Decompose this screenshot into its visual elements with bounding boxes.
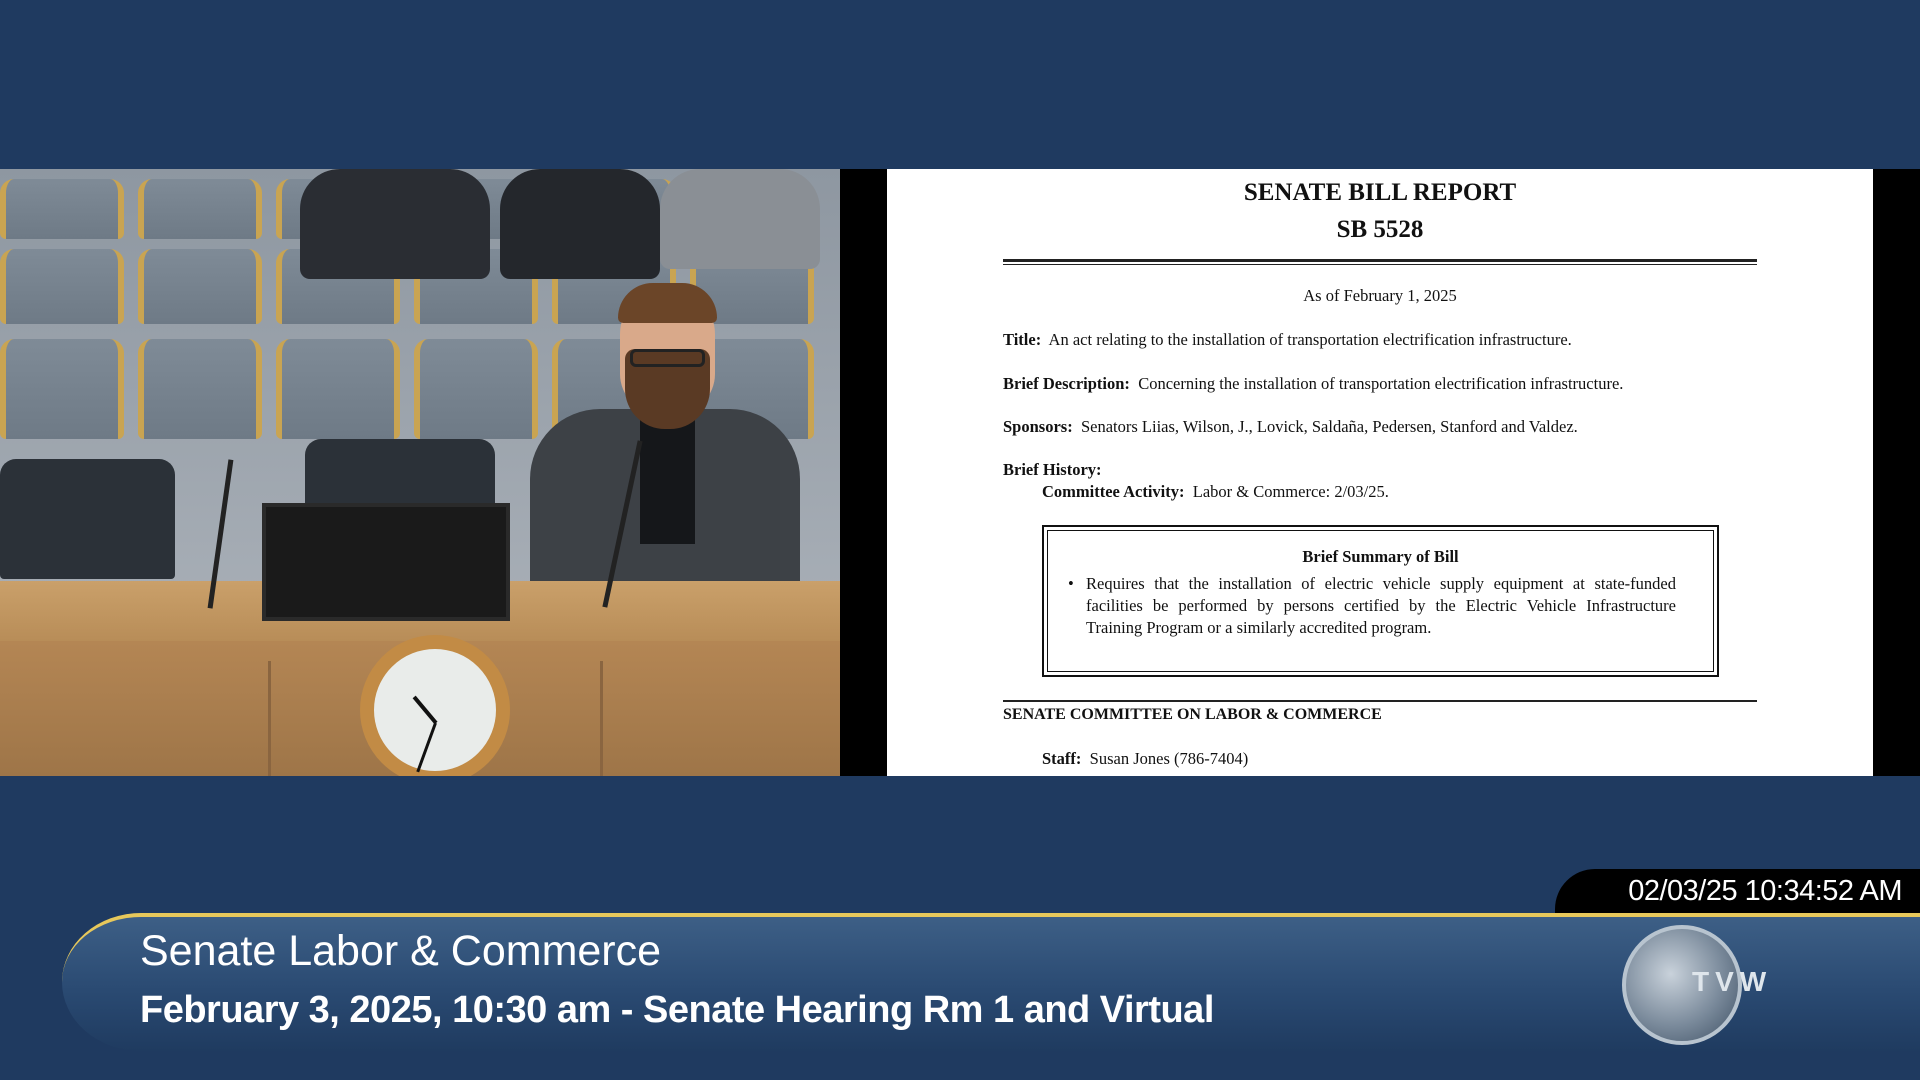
brief-description-field <box>1003 374 1623 394</box>
bill-number: SB 5528 <box>1336 216 1424 243</box>
brief-history-label <box>1003 460 1102 480</box>
tvw-logo-text: TVW <box>1692 966 1773 997</box>
committee-activity-label: Committee Activity: <box>1042 482 1185 501</box>
title-text: An act relating to the installation of transportation electrification infrastructure. <box>1048 330 1572 349</box>
chair <box>414 339 538 439</box>
brief-summary-inner <box>1047 530 1714 672</box>
sponsors-text: Senators Liias, Wilson, J., Lovick, Saldaña, Pedersen, Stanford and Valdez. <box>1080 417 1578 436</box>
chair <box>276 339 400 439</box>
audience-member <box>300 169 490 279</box>
title-rule-thin <box>1003 264 1757 265</box>
staff-label: Staff: <box>1042 749 1082 768</box>
chair <box>0 339 124 439</box>
audience-member <box>500 169 660 279</box>
speaker-glasses <box>630 349 705 367</box>
brief-summary-text <box>1068 573 1676 639</box>
witness-chair <box>0 459 175 579</box>
chair <box>0 179 124 239</box>
title-field <box>1003 330 1572 350</box>
title-label: Title: <box>1003 330 1042 349</box>
desk-monitor <box>262 503 510 621</box>
chair <box>138 339 262 439</box>
brief-summary-heading: Brief Summary of Bill <box>1302 547 1459 566</box>
as-of-date: As of February 1, 2025 <box>1303 286 1457 305</box>
committee-activity-field <box>1042 482 1389 502</box>
committee-name: SENATE COMMITTEE ON LABOR & COMMERCE <box>1003 706 1382 723</box>
chair <box>138 179 262 239</box>
brief-description-text: Concerning the installation of transportation electrification infrastructure. <box>1138 374 1624 393</box>
bill-report-page <box>887 169 1873 776</box>
staff-text: Susan Jones (786-7404) <box>1089 749 1249 768</box>
chair <box>0 249 124 324</box>
committee-activity-text: Labor & Commerce: 2/03/25. <box>1192 482 1389 501</box>
brief-summary-body: Requires that the installation of electric vehicle supply equipment at state-funded facilities be performed by persons certified by the Electric Vehicle Infrastructure Training Program or a similarly accredited program. <box>1086 574 1676 637</box>
clock-minute-hand <box>416 722 437 772</box>
wall-clock <box>360 635 510 776</box>
audience-member <box>660 169 820 269</box>
sponsors-label: Sponsors: <box>1003 417 1073 436</box>
desk-panel-divider <box>600 661 603 776</box>
camera-feed <box>0 169 840 776</box>
hearing-details: February 3, 2025, 10:30 am - Senate Hearing Rm 1 and Virtual <box>140 989 1214 1031</box>
lower-third-banner <box>62 913 1920 1051</box>
chair <box>138 249 262 324</box>
brief-history-label-text: Brief History: <box>1003 460 1102 479</box>
committee-rule <box>1003 700 1757 702</box>
top-band <box>0 0 1920 169</box>
speaker-hair <box>618 283 717 323</box>
title-rule <box>1003 259 1757 262</box>
brief-summary-box <box>1042 525 1719 677</box>
bullet-icon: • <box>1068 574 1074 593</box>
staff-field <box>1042 749 1248 769</box>
report-title: SENATE BILL REPORT <box>1243 179 1517 206</box>
desk-panel-divider <box>268 661 271 776</box>
committee-title: Senate Labor & Commerce <box>140 927 662 975</box>
speaker <box>530 289 800 589</box>
clock-hour-hand <box>413 696 438 725</box>
broadcast-timestamp: 02/03/25 10:34:52 AM <box>1555 869 1920 913</box>
brief-description-label: Brief Description: <box>1003 374 1130 393</box>
sponsors-field <box>1003 417 1578 437</box>
speaker-shirt <box>640 414 695 544</box>
